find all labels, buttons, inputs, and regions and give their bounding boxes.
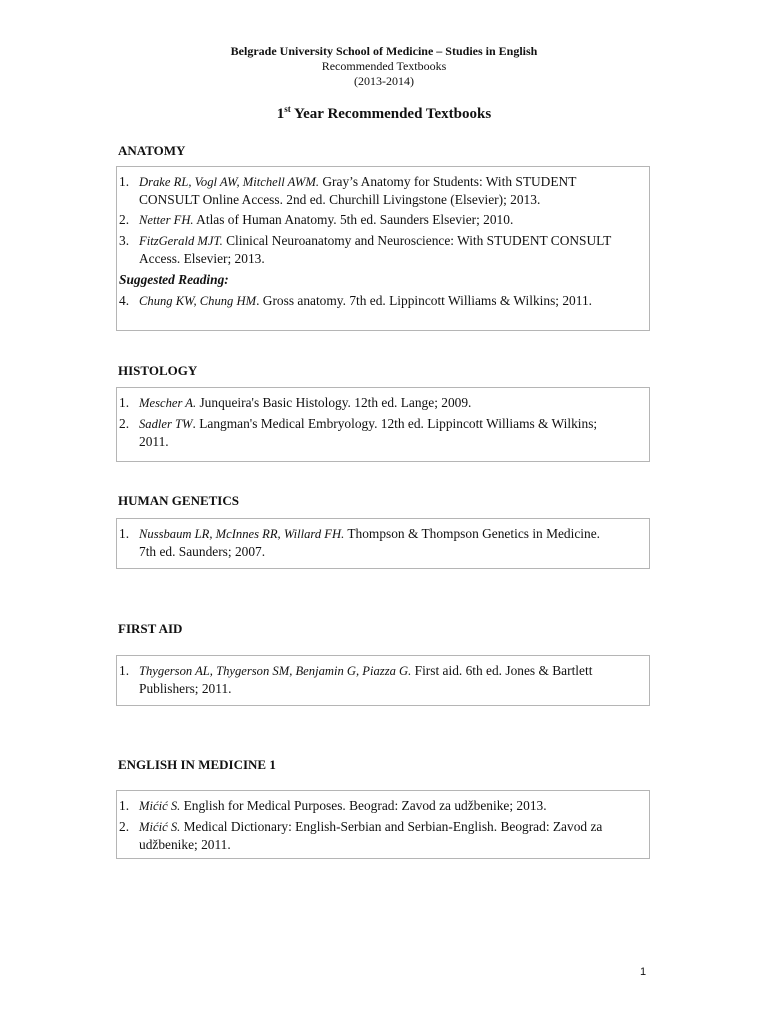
reference-text-continued: Publishers; 2011. xyxy=(139,681,232,696)
reference-item xyxy=(117,232,645,267)
reference-text: English for Medical Purposes. Beograd: Zavod za udžbenike; 2013. xyxy=(180,798,547,813)
reference-box-histology xyxy=(116,387,650,462)
reference-authors: Nussbaum LR, McInnes RR, Willard FH. xyxy=(139,527,345,541)
reference-text: . Gross anatomy. 7th ed. Lippincott Williams & Wilkins; 2011. xyxy=(256,293,592,308)
title-ordinal-number: 1 xyxy=(276,106,285,122)
reference-item xyxy=(117,173,645,208)
reference-box-human-genetics xyxy=(116,518,650,569)
section-heading-human-genetics: HUMAN GENETICS xyxy=(118,493,239,508)
reference-authors: Drake RL, Vogl AW, Mitchell AWM. xyxy=(139,175,320,189)
document-institution: Belgrade University School of Medicine – Studies in English xyxy=(230,44,538,58)
suggested-reading-label: Suggested Reading: xyxy=(119,272,229,287)
reference-text-continued: 7th ed. Saunders; 2007. xyxy=(139,544,266,559)
section-heading-english-in-medicine: ENGLISH IN MEDICINE 1 xyxy=(118,757,276,772)
reference-number: 1. xyxy=(119,526,130,541)
title-ordinal-suffix: st xyxy=(284,104,291,114)
reference-text: Thompson & Thompson Genetics in Medicine. xyxy=(344,526,600,541)
reference-text-continued: Access. Elsevier; 2013. xyxy=(139,251,265,266)
reference-number: 1. xyxy=(119,174,130,189)
reference-authors: Sadler TW xyxy=(139,417,193,431)
reference-text: . Langman's Medical Embryology. 12th ed. Lippincott Williams & Wilkins; xyxy=(192,416,598,431)
reference-authors: Thygerson AL, Thygerson SM, Benjamin G, Piazza G. xyxy=(139,664,412,678)
reference-item xyxy=(117,415,645,450)
reference-number: 4. xyxy=(119,293,130,308)
reference-text-continued: udžbenike; 2011. xyxy=(139,837,231,852)
document-subtitle: Recommended Textbooks xyxy=(321,59,447,73)
reference-number: 1. xyxy=(119,663,130,678)
reference-text-continued: 2011. xyxy=(139,434,169,449)
page-title xyxy=(0,104,768,124)
reference-authors: Chung KW, Chung HM xyxy=(139,294,257,308)
reference-box-anatomy xyxy=(116,166,650,331)
reference-text: First aid. 6th ed. Jones & Bartlett xyxy=(411,663,593,678)
document-years: (2013-2014) xyxy=(354,74,414,88)
section-heading-anatomy: ANATOMY xyxy=(118,143,186,158)
reference-item xyxy=(117,797,645,815)
reference-item xyxy=(117,394,645,412)
section-heading-first-aid: FIRST AID xyxy=(118,621,183,636)
reference-item xyxy=(117,525,645,560)
reference-authors: Mescher A. xyxy=(139,396,197,410)
reference-number: 1. xyxy=(119,395,130,410)
reference-item xyxy=(117,818,645,853)
section-heading-histology: HISTOLOGY xyxy=(118,363,198,378)
reference-number: 2. xyxy=(119,416,130,431)
reference-text-continued: CONSULT Online Access. 2nd ed. Churchill Livingstone (Elsevier); 2013. xyxy=(139,192,541,207)
reference-number: 2. xyxy=(119,212,130,227)
reference-text: Medical Dictionary: English-Serbian and Serbian-English. Beograd: Zavod za xyxy=(180,819,603,834)
reference-box-first-aid xyxy=(116,655,650,706)
reference-number: 3. xyxy=(119,233,130,248)
reference-text: Atlas of Human Anatomy. 5th ed. Saunders Elsevier; 2010. xyxy=(193,212,514,227)
reference-authors: Mićić S. xyxy=(139,820,181,834)
reference-box-english-in-medicine xyxy=(116,790,650,859)
reference-text: Junqueira's Basic Histology. 12th ed. Lange; 2009. xyxy=(196,395,472,410)
reference-text: Gray’s Anatomy for Students: With STUDENT xyxy=(319,174,577,189)
title-text: Year Recommended Textbooks xyxy=(290,106,492,122)
reference-authors: Netter FH. xyxy=(139,213,194,227)
reference-item xyxy=(117,292,645,310)
page-number: 1 xyxy=(640,966,647,978)
reference-text: Clinical Neuroanatomy and Neuroscience: With STUDENT CONSULT xyxy=(222,233,612,248)
reference-item xyxy=(117,211,645,229)
reference-number: 2. xyxy=(119,819,130,834)
reference-authors: FitzGerald MJT. xyxy=(139,234,223,248)
reference-item xyxy=(117,662,645,697)
reference-authors: Mićić S. xyxy=(139,799,181,813)
reference-number: 1. xyxy=(119,798,130,813)
